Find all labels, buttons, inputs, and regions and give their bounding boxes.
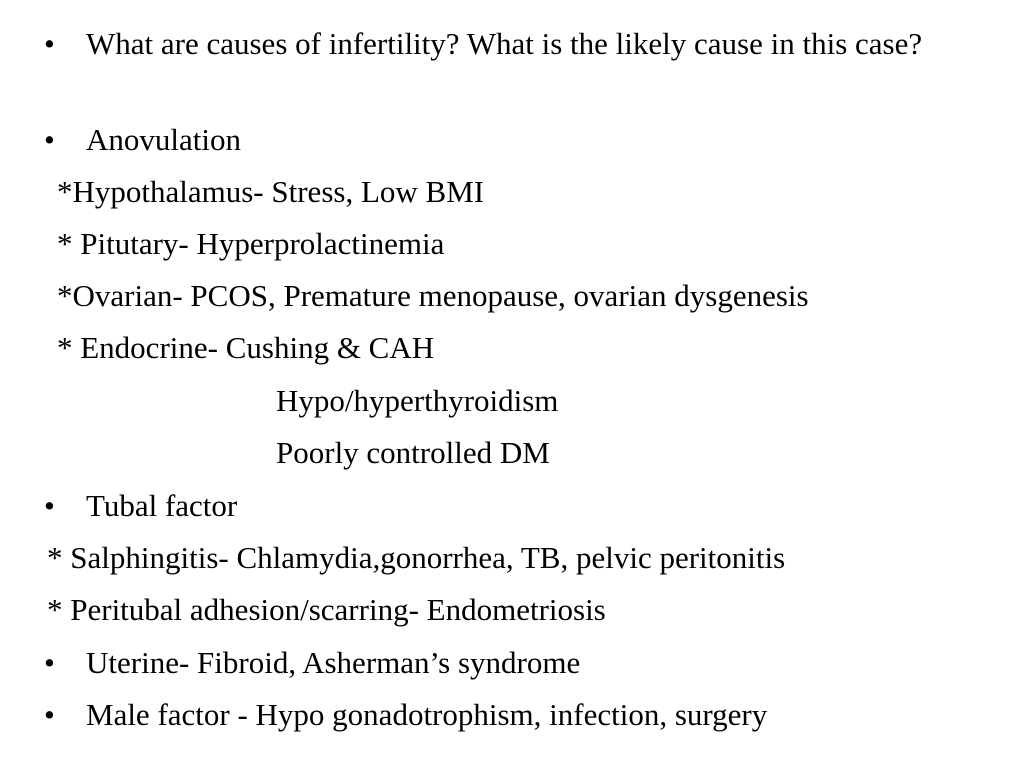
sub-item: Hypo/hyperthyroidism — [276, 383, 559, 418]
sub-item: * Pitutary- Hyperprolactinemia — [57, 226, 445, 261]
bullet-item: What are causes of infertility? What is the likely cause in this case? — [86, 26, 923, 61]
bullet-dot: • — [44, 26, 55, 61]
bullet-dot: • — [44, 488, 55, 523]
bullet-item: Uterine- Fibroid, Asherman’s syndrome — [86, 645, 581, 680]
sub-item: *Hypothalamus- Stress, Low BMI — [57, 174, 485, 209]
sub-item: * Salphingitis- Chlamydia,gonorrhea, TB, pelvic peritonitis — [47, 540, 786, 575]
bullet-dot: • — [44, 697, 55, 732]
sub-item: *Ovarian- PCOS, Premature menopause, ovarian dysgenesis — [57, 278, 809, 313]
bullet-dot: • — [44, 122, 55, 157]
bullet-item: Male factor - Hypo gonadotrophism, infection, surgery — [86, 697, 768, 732]
sub-item: Poorly controlled DM — [276, 435, 550, 470]
bullet-item: Anovulation — [86, 122, 241, 157]
bullet-item: Tubal factor — [86, 488, 238, 523]
sub-item: * Endocrine- Cushing & CAH — [57, 330, 435, 365]
sub-item: * Peritubal adhesion/scarring- Endometriosis — [47, 592, 606, 627]
bullet-dot: • — [44, 645, 55, 680]
